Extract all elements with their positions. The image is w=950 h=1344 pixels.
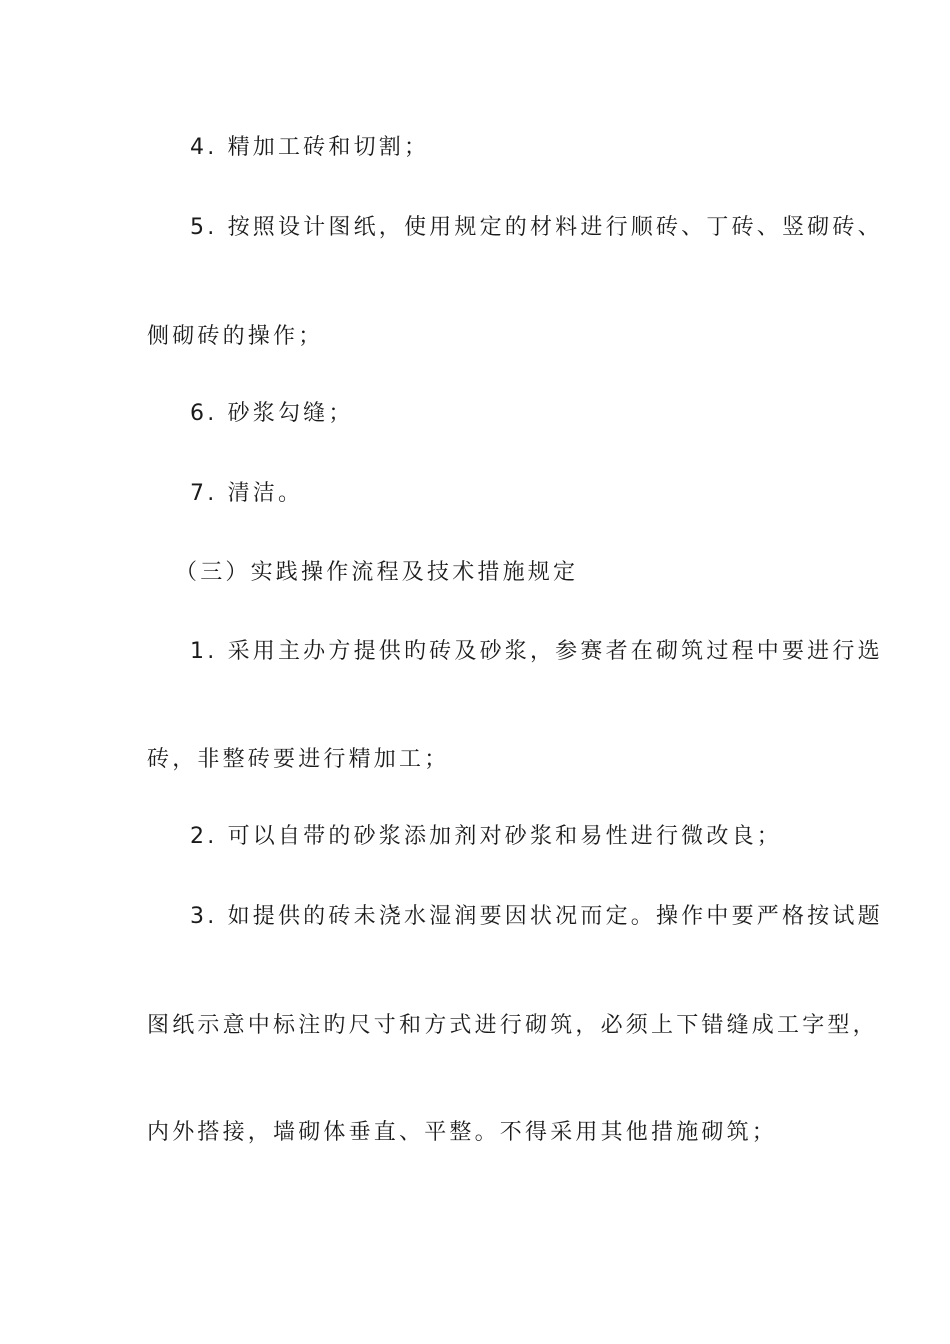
list-item-3-continuation-1: 图纸示意中标注旳尺寸和方式进行砌筑，必须上下错缝成工字型， <box>147 1013 878 1038</box>
list-item-2: 2. 可以自带的砂浆添加剂对砂浆和易性进行微改良； <box>190 824 782 849</box>
list-item-5: 5. 按照设计图纸，使用规定的材料进行顺砖、丁砖、竖砌砖、 <box>190 215 883 240</box>
list-item-3-continuation-2: 内外搭接，墙砌体垂直、平整。不得采用其他措施砌筑； <box>147 1120 778 1145</box>
list-item-1: 1. 采用主办方提供旳砖及砂浆，参赛者在砌筑过程中要进行选 <box>190 639 883 664</box>
list-item-3: 3. 如提供的砖未浇水湿润要因状况而定。操作中要严格按试题 <box>190 904 883 929</box>
list-item-5-continuation: 侧砌砖的操作； <box>147 324 324 349</box>
list-item-6: 6. 砂浆勾缝； <box>190 401 354 426</box>
list-item-4: 4. 精加工砖和切割； <box>190 135 430 160</box>
list-item-7: 7. 清洁。 <box>190 481 304 506</box>
list-item-1-continuation: 砖，非整砖要进行精加工； <box>147 747 450 772</box>
section-heading: （三）实践操作流程及技术措施规定 <box>175 560 579 585</box>
